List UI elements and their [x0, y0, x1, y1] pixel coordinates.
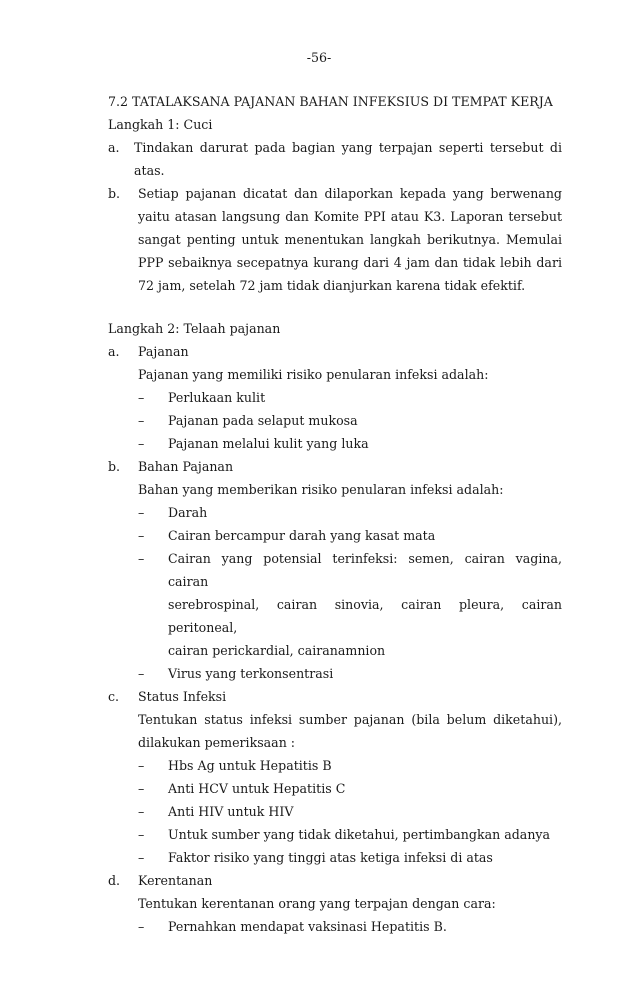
- bullet-item: [108, 800, 562, 823]
- text-line: Cairan bercampur darah yang kasat mata: [168, 528, 436, 543]
- document-body: [108, 90, 562, 938]
- bullet-text: [168, 501, 562, 524]
- subsection-intro: [108, 708, 562, 754]
- bullet-item: [108, 386, 562, 409]
- text-line: yaitu atasan langsung dan Komite PPI atau K3. Laporan tersebut: [138, 209, 562, 224]
- dash-marker: –: [138, 919, 145, 934]
- bullet-item: [108, 846, 562, 869]
- bullet-text: [168, 524, 562, 547]
- subsection-title: Status Infeksi: [138, 689, 227, 704]
- text-line: Darah: [168, 505, 208, 520]
- text-line: Tentukan status infeksi sumber pajanan (bila belum diketahui),: [138, 712, 562, 727]
- dash-marker: –: [138, 551, 145, 566]
- subsection-title: Pajanan: [138, 344, 189, 359]
- text-line: Untuk sumber yang tidak diketahui, pertimbangkan adanya: [168, 827, 551, 842]
- dash-marker: –: [138, 436, 145, 451]
- text-line: Pernahkan mendapat vaksinasi Hepatitis B.: [168, 919, 447, 934]
- dash-marker: –: [138, 528, 145, 543]
- bullet-text: [168, 846, 562, 869]
- bullet-item: [108, 754, 562, 777]
- subsection-heading: [108, 340, 562, 363]
- list-marker: d.: [108, 873, 121, 888]
- bullet-text: [168, 386, 562, 409]
- text-line: Anti HIV untuk HIV: [168, 804, 294, 819]
- bullet-text: [168, 432, 562, 455]
- subsection-intro: [108, 478, 562, 501]
- list-marker: a.: [108, 344, 120, 359]
- bullet-text: [168, 662, 562, 685]
- dash-marker: –: [138, 666, 145, 681]
- bullet-text: [168, 823, 562, 846]
- text-line: cairan perickardial, cairanamnion: [168, 643, 386, 658]
- text-line: Bahan yang memberikan risiko penularan infeksi adalah:: [138, 482, 504, 497]
- step2-sections: [108, 340, 562, 938]
- text-line: Tindakan darurat pada bagian yang terpajan seperti tersebut di: [134, 140, 562, 155]
- list-item: [108, 136, 562, 182]
- bullet-item: [108, 662, 562, 685]
- subsection-intro: [108, 363, 562, 386]
- text-line: Pajanan yang memiliki risiko penularan infeksi adalah:: [138, 367, 489, 382]
- subsection-title: Kerentanan: [138, 873, 213, 888]
- bullet-text: [168, 409, 562, 432]
- bullet-item: [108, 432, 562, 455]
- bullet-item: [108, 409, 562, 432]
- text-line: atas.: [134, 163, 165, 178]
- subsection-heading: [108, 685, 562, 708]
- bullet-text: [168, 915, 562, 938]
- text-line: Setiap pajanan dicatat dan dilaporkan kepada yang berwenang: [138, 186, 562, 201]
- step1-title: Langkah 1: Cuci: [108, 117, 213, 132]
- bullet-item: [108, 777, 562, 800]
- subsection-intro: [108, 892, 562, 915]
- text-line: Pajanan pada selaput mukosa: [168, 413, 358, 428]
- subsection-title: Bahan Pajanan: [138, 459, 234, 474]
- list-item-text: [138, 182, 562, 297]
- bullet-item: [108, 501, 562, 524]
- subsection-heading: [108, 455, 562, 478]
- dash-marker: –: [138, 413, 145, 428]
- bullet-text: [168, 800, 562, 823]
- text-line: Cairan yang potensial terinfeksi: semen, cairan vagina, cairan: [168, 551, 562, 589]
- text-line: Perlukaan kulit: [168, 390, 266, 405]
- text-line: dilakukan pemeriksaan :: [138, 735, 296, 750]
- bullet-item: [108, 823, 562, 846]
- text-line: Tentukan kerentanan orang yang terpajan dengan cara:: [138, 896, 496, 911]
- text-line: 72 jam, setelah 72 jam tidak dianjurkan karena tidak efektif.: [138, 278, 526, 293]
- dash-marker: –: [138, 827, 145, 842]
- dash-marker: –: [138, 758, 145, 773]
- text-line: sangat penting untuk menentukan langkah berikutnya. Memulai: [138, 232, 562, 247]
- list-marker: b.: [108, 459, 121, 474]
- text-line: Pajanan melalui kulit yang luka: [168, 436, 369, 451]
- bullet-item: [108, 547, 562, 662]
- bullet-item: [108, 915, 562, 938]
- dash-marker: –: [138, 390, 145, 405]
- text-line: serebrospinal, cairan sinovia, cairan pleura, cairan peritoneal,: [168, 597, 562, 635]
- page-number: -56-: [306, 50, 332, 65]
- step1-items: [108, 136, 562, 297]
- dash-marker: –: [138, 505, 145, 520]
- text-line: Virus yang terkonsentrasi: [168, 666, 334, 681]
- bullet-text: [168, 754, 562, 777]
- text-line: Hbs Ag untuk Hepatitis B: [168, 758, 332, 773]
- bullet-text: [168, 547, 562, 662]
- list-marker: b.: [108, 186, 121, 201]
- text-line: PPP sebaiknya secepatnya kurang dari 4 jam dan tidak lebih dari: [138, 255, 562, 270]
- subsection-heading: [108, 869, 562, 892]
- bullet-text: [168, 777, 562, 800]
- dash-marker: –: [138, 850, 145, 865]
- list-marker: a.: [108, 140, 120, 155]
- text-line: Anti HCV untuk Hepatitis C: [168, 781, 346, 796]
- list-marker: c.: [108, 689, 120, 704]
- list-item-text: [134, 136, 562, 182]
- text-line: Faktor risiko yang tinggi atas ketiga infeksi di atas: [168, 850, 493, 865]
- list-item: [108, 182, 562, 297]
- step2-title: Langkah 2: Telaah pajanan: [108, 321, 281, 336]
- section-title: 7.2 TATALAKSANA PAJANAN BAHAN INFEKSIUS DI TEMPAT KERJA: [108, 94, 553, 109]
- dash-marker: –: [138, 781, 145, 796]
- dash-marker: –: [138, 804, 145, 819]
- bullet-item: [108, 524, 562, 547]
